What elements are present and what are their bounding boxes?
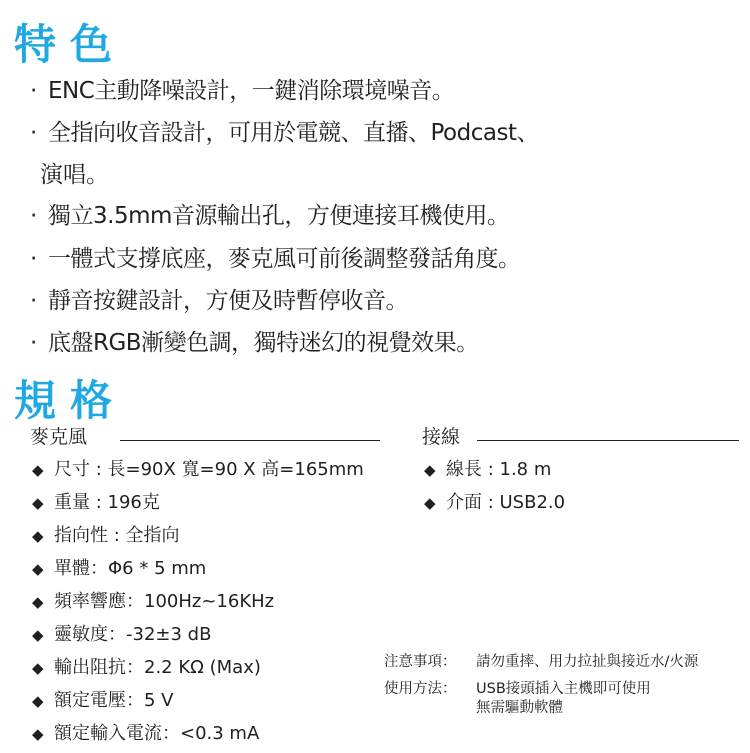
microphone-divider [120, 440, 380, 441]
spec-item: ◆ 靈敏度：-32±3 dB [32, 624, 212, 645]
usage-note [384, 680, 651, 718]
feature-item: · 獨立3.5mm音源輸出孔，方便連接耳機使用。 [30, 203, 510, 229]
feature-item: · 靜音按鍵設計，方便及時暫停收音。 [30, 288, 408, 314]
spec-item: ◆ 重量 : 196克 [32, 492, 160, 513]
connection-section-title: 接線 [422, 426, 461, 448]
microphone-section-title: 麥克風 [30, 426, 88, 448]
feature-item: · 全指向收音設計，可用於電競、直播、Podcast、 [30, 120, 539, 146]
usage-label: 使用方法： [384, 681, 457, 697]
feature-item: · 底盤RGB漸變色調，獨特迷幻的視覺效果。 [30, 330, 479, 356]
spec-item: ◆ 單體：Φ6 * 5 mm [32, 558, 207, 579]
spec-item: ◆ 線長 : 1.8 m [424, 459, 552, 480]
feature-item: · ENC主動降噪設計，一鍵消除環境噪音。 [30, 78, 455, 104]
features-heading: 特色 [14, 20, 127, 69]
connection-divider [477, 440, 739, 441]
spec-item: ◆ 介面 : USB2.0 [424, 492, 566, 513]
usage-line-1: USB接頭插入主機即可使用 [476, 681, 651, 697]
spec-item: ◆ 尺寸 : 長=90X 寬=90 X 高=165mm [32, 459, 364, 480]
spec-item: ◆ 頻率響應：100Hz~16KHz [32, 591, 275, 612]
feature-item: · 一體式支撐底座，麥克風可前後調整發話角度。 [30, 246, 521, 272]
spec-item: ◆ 額定電壓：5 V [32, 690, 174, 711]
feature-item-continuation: 演唱。 [40, 162, 109, 188]
spec-item: ◆ 輸出阻抗：2.2 KΩ (Max) [32, 657, 261, 678]
spec-item: ◆ 額定輸入電流：<0.3 mA [32, 723, 260, 744]
caution-note [384, 653, 698, 672]
spec-item: ◆ 指向性 : 全指向 [32, 525, 180, 546]
specs-heading: 規格 [14, 376, 127, 425]
usage-line-2: 無需驅動軟體 [476, 699, 563, 716]
caution-label: 注意事項： [384, 654, 457, 670]
caution-text: 請勿重摔、用力拉扯與接近水/火源 [476, 654, 699, 670]
